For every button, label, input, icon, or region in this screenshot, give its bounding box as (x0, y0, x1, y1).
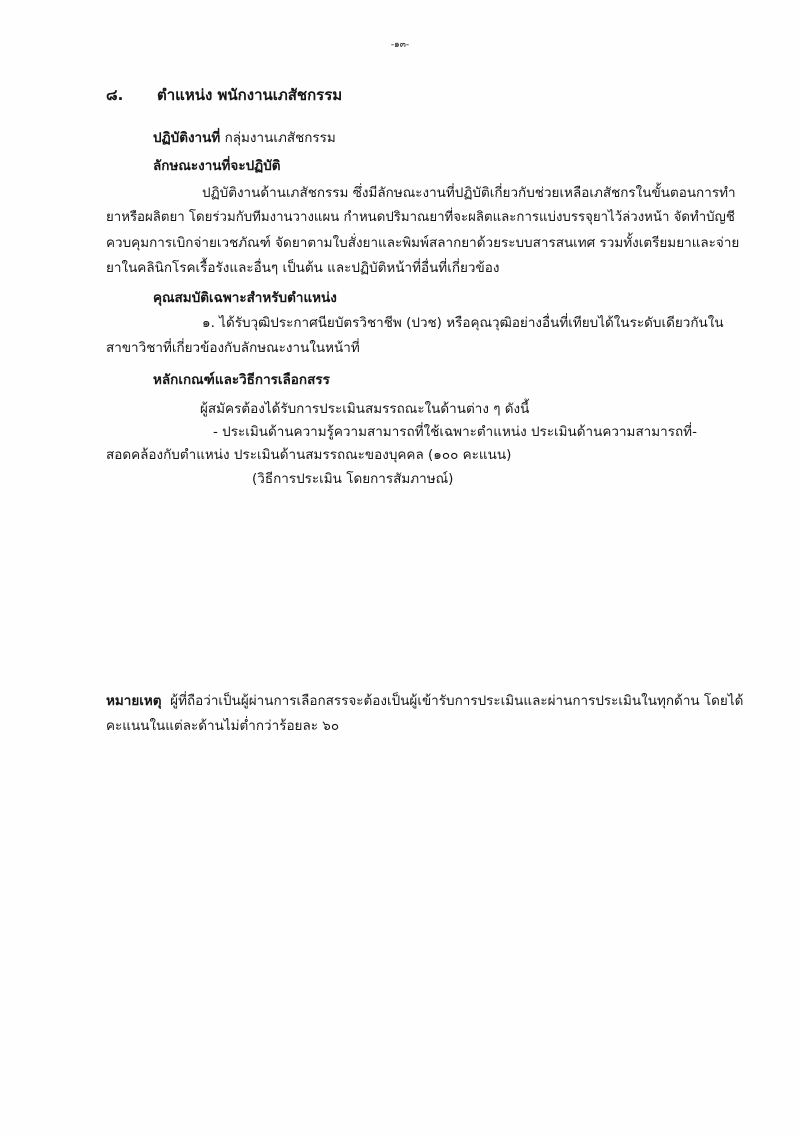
workplace-value: กลุ่มงานเภสัชกรรม (224, 130, 336, 146)
qualifications-line: สาขาวิชาที่เกี่ยวข้องกับลักษณะงานในหน้าที่ (106, 340, 360, 356)
note-text: ผู้ที่ถือว่าเป็นผู้ผ่านการเลือกสรรจะต้องเป็นผู้เข้ารับการประเมินและผ่านการประเมินในทุกด้าน โดยได้ (170, 693, 744, 709)
section-title: ตำแหน่ง พนักงานเภสัชกรรม (157, 86, 343, 104)
duties-line: ยาในคลินิกโรคเรื้อรังและอื่นๆ เป็นต้น และปฏิบัติหน้าที่อื่นที่เกี่ยวข้อง (106, 260, 500, 276)
duties-line: ปฏิบัติงานด้านเภสัชกรรม ซึ่งมีลักษณะงานที่ปฏิบัติเกี่ยวกับช่วยเหลือเภสัชกรในขั้นตอนการทำ (202, 185, 736, 201)
note-line: คะแนนในแต่ละด้านไม่ต่ำกว่าร้อยละ ๖๐ (106, 718, 340, 734)
selection-line: สอดคล้องกับตำแหน่ง ประเมินด้านสมรรถณะของบุคคล (๑๐๐ คะแนน) (106, 447, 512, 463)
selection-line: (วิธีการประเมิน โดยการสัมภาษณ์) (252, 471, 454, 487)
duties-heading: ลักษณะงานที่จะปฏิบัติ (153, 158, 281, 174)
duties-line: ยาหรือผลิตยา โดยร่วมกับทีมงานวางแผน กำหนดปริมาณยาที่จะผลิตและการแบ่งบรรจุยาไว้ล่วงหน้า จัดทำบัญชี (106, 210, 735, 225)
qualifications-heading: คุณสมบัติเฉพาะสำหรับตำแหน่ง (153, 290, 337, 306)
qualifications-line: ๑. ได้รับวุฒิประกาศนียบัตรวิชาชีพ (ปวช) หรือคุณวุฒิอย่างอื่นที่เทียบได้ในระดับเดียวกันใน (202, 315, 724, 331)
section-number: ๘. (106, 86, 124, 104)
selection-line: - ประเมินด้านความรู้ความสามารถที่ใช้เฉพาะตำแหน่ง ประเมินด้านความสามารถที่- (213, 424, 697, 440)
page-number: -๑๓- (390, 40, 410, 50)
workplace-label: ปฏิบัติงานที่ (153, 130, 221, 146)
note-line (106, 692, 743, 710)
duties-line: ควบคุมการเบิกจ่ายเวชภัณฑ์ จัดยาตามใบสั่งยาและพิมพ์สลากยาด้วยระบบสารสนเทศ รวมทั้งเตรียมยาและจ่าย (106, 235, 740, 251)
workplace-line (153, 129, 336, 147)
selection-heading: หลักเกณฑ์และวิธีการเลือกสรร (153, 372, 330, 388)
note-label: หมายเหตุ (106, 693, 162, 709)
selection-line: ผู้สมัครต้องได้รับการประเมินสมรรถณะในด้านต่าง ๆ ดังนี้ (200, 401, 530, 417)
